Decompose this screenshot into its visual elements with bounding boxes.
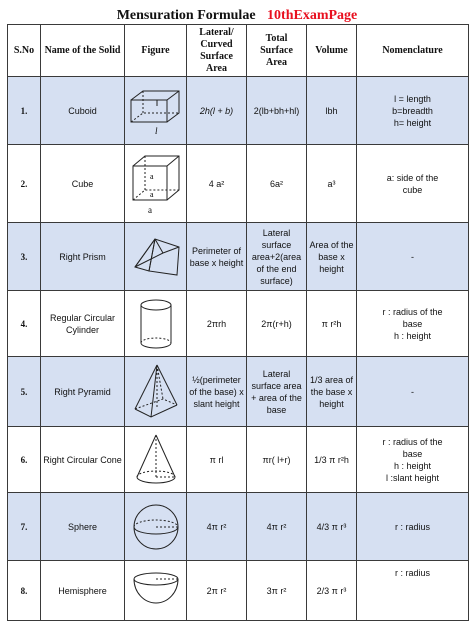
row-lsa: 2πrh [187,291,247,357]
table-row [8,223,469,291]
row-name: Cube [41,145,125,223]
mensuration-table [7,24,469,621]
row-tsa: 6a² [247,145,307,223]
row-name: Right Prism [41,223,125,291]
row-volume: π r²h [307,291,357,357]
row-volume: Area of the base x height [307,223,357,291]
nomenclature-line: h= height [393,117,432,128]
cone-icon [127,431,185,489]
nomenclature-line: h : height [393,330,432,341]
table-row [8,561,469,621]
row-name: Regular Circular Cylinder [41,291,125,357]
nomenclature-line: l :slant height [385,472,440,483]
table-row [8,77,469,145]
nomenclature-line: base [402,448,423,459]
row-tsa: 2(lb+bh+hl) [247,77,307,145]
row-nomenclature [357,291,469,357]
row-sno: 8. [8,561,41,621]
row-name: Right Circular Cone [41,427,125,493]
column-header-nomenclature: Nomenclature [357,25,469,77]
nomenclature-line: b=breadth [392,105,433,116]
site-name: 10thExamPage [267,8,358,23]
cylinder-figure [125,291,187,357]
row-name: Hemisphere [41,561,125,621]
nomenclature-line: r : radius of the [382,436,443,447]
row-lsa: ½(perimeter of the base) x slant height [187,357,247,427]
row-sno: 5. [8,357,41,427]
row-tsa: 4π r² [247,493,307,561]
nomenclature-line: l = length [394,93,431,104]
row-tsa: πr( l+r) [247,427,307,493]
cuboid-label: l [155,125,158,136]
sphere-icon [127,498,185,556]
nomenclature-line: - [411,386,414,397]
row-sno: 6. [8,427,41,493]
table-row [8,145,469,223]
column-header-sno: S.No [8,25,41,77]
page-title [0,8,474,24]
pyramid-figure [125,357,187,427]
title-text: Mensuration Formulae [116,8,256,23]
nomenclature-line: - [411,251,414,262]
hemisphere-figure [125,561,187,621]
row-nomenclature [357,223,469,291]
pyramid-icon [127,361,185,423]
row-name: Cuboid [41,77,125,145]
row-tsa: 2π(r+h) [247,291,307,357]
header-row [8,25,469,77]
row-lsa: 4 a² [187,145,247,223]
row-nomenclature [357,561,469,621]
cube-label: a [150,171,154,181]
nomenclature-line: base [402,318,423,329]
cylinder-icon [127,295,185,353]
row-lsa: 4π r² [187,493,247,561]
row-lsa: Perimeter of base x height [187,223,247,291]
sphere-figure [125,493,187,561]
row-tsa: Lateral surface area + area of the base [247,357,307,427]
nomenclature-line: r : radius of the [382,306,443,317]
cuboid-figure [125,77,187,145]
row-sno: 2. [8,145,41,223]
nomenclature-line: r : radius [394,521,430,532]
cube-label: a [150,189,154,199]
row-sno: 7. [8,493,41,561]
row-volume: a³ [307,145,357,223]
column-header-figure: Figure [125,25,187,77]
row-nomenclature [357,427,469,493]
table-row [8,357,469,427]
row-lsa: 2π r² [187,561,247,621]
row-lsa: π rl [187,427,247,493]
row-volume: 1/3 π r²h [307,427,357,493]
cube-label: a [148,204,152,215]
row-sno: 4. [8,291,41,357]
table-row [8,291,469,357]
prism-icon [127,231,185,283]
hemisphere-icon [127,567,185,615]
table-row [8,493,469,561]
row-tsa: 3π r² [247,561,307,621]
cube-icon [127,150,185,218]
row-volume: 4/3 π r³ [307,493,357,561]
table-row [8,427,469,493]
row-sno: 3. [8,223,41,291]
nomenclature-line: h : height [393,460,432,471]
row-sno: 1. [8,77,41,145]
row-volume: 2/3 π r³ [307,561,357,621]
column-header-tsa: Total Surface Area [247,25,307,77]
row-nomenclature [357,493,469,561]
column-header-lsa: Lateral/ Curved Surface Area [187,25,247,77]
row-lsa: 2h(l + b) [187,77,247,145]
cuboid-icon [127,86,185,136]
nomenclature-line: r : radius [394,568,430,578]
row-volume: 1/3 area of the base x height [307,357,357,427]
column-header-name: Name of the Solid [41,25,125,77]
row-name: Right Pyramid [41,357,125,427]
cone-figure [125,427,187,493]
column-header-volume: Volume [307,25,357,77]
row-volume: lbh [307,77,357,145]
row-name: Sphere [41,493,125,561]
nomenclature-line: cube [402,184,423,195]
row-nomenclature [357,77,469,145]
nomenclature-line: a: side of the [386,172,439,183]
row-tsa: Lateral surface area+2(area of the end surface) [247,223,307,291]
row-nomenclature [357,357,469,427]
row-nomenclature [357,145,469,223]
cube-figure [125,145,187,223]
prism-figure [125,223,187,291]
